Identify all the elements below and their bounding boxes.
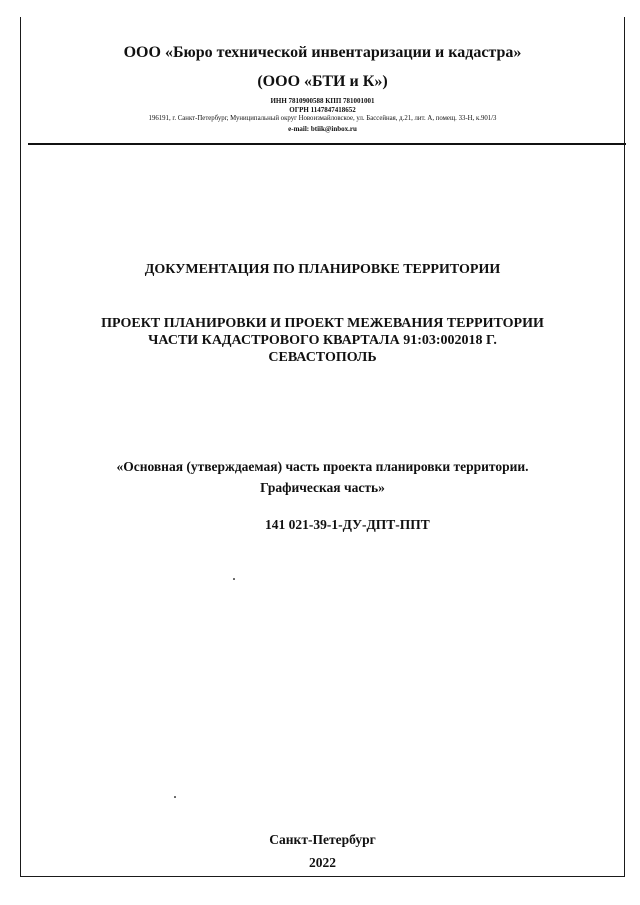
project-title xyxy=(20,315,625,366)
organization-short-name: (ООО «БТИ и К») xyxy=(257,73,388,90)
inn-kpp: ИНН 7810900588 КПП 781001001 xyxy=(270,97,375,105)
header-divider xyxy=(28,143,626,145)
part-title-line: Графическая часть» xyxy=(260,480,385,495)
project-title-line: ЧАСТИ КАДАСТРОВОГО КВАРТАЛА 91:03:002018 Г. xyxy=(148,333,497,348)
ogrn: ОГРН 1147847418652 xyxy=(289,106,356,114)
organization-name: ООО «Бюро технической инвентаризации и кадастра» xyxy=(123,44,522,61)
part-title-line: «Основная (утверждаемая) часть проекта планировки территории. xyxy=(116,459,529,474)
document-title: ДОКУМЕНТАЦИЯ ПО ПЛАНИРОВКЕ ТЕРРИТОРИИ xyxy=(144,262,501,277)
project-title-line: СЕВАСТОПОЛЬ xyxy=(268,350,377,365)
organization-address: 196191, г. Санкт-Петербург, Муниципальный округ Новоизмайловское, ул. Бассейная, д.21, лит. А, помещ. 33-Н, к.901/3 xyxy=(148,115,497,122)
city: Санкт-Петербург xyxy=(269,832,376,847)
organization-email: e-mail: btiik@inbox.ru xyxy=(288,125,357,133)
document-code: 141 021-39-1-ДУ-ДПТ-ППТ xyxy=(265,517,430,532)
scan-speck xyxy=(174,796,176,798)
year: 2022 xyxy=(309,855,336,870)
part-title xyxy=(20,456,625,498)
page-border xyxy=(20,17,625,877)
scan-speck xyxy=(233,578,235,580)
project-title-line: ПРОЕКТ ПЛАНИРОВКИ И ПРОЕКТ МЕЖЕВАНИЯ ТЕРРИТОРИИ xyxy=(101,316,544,331)
